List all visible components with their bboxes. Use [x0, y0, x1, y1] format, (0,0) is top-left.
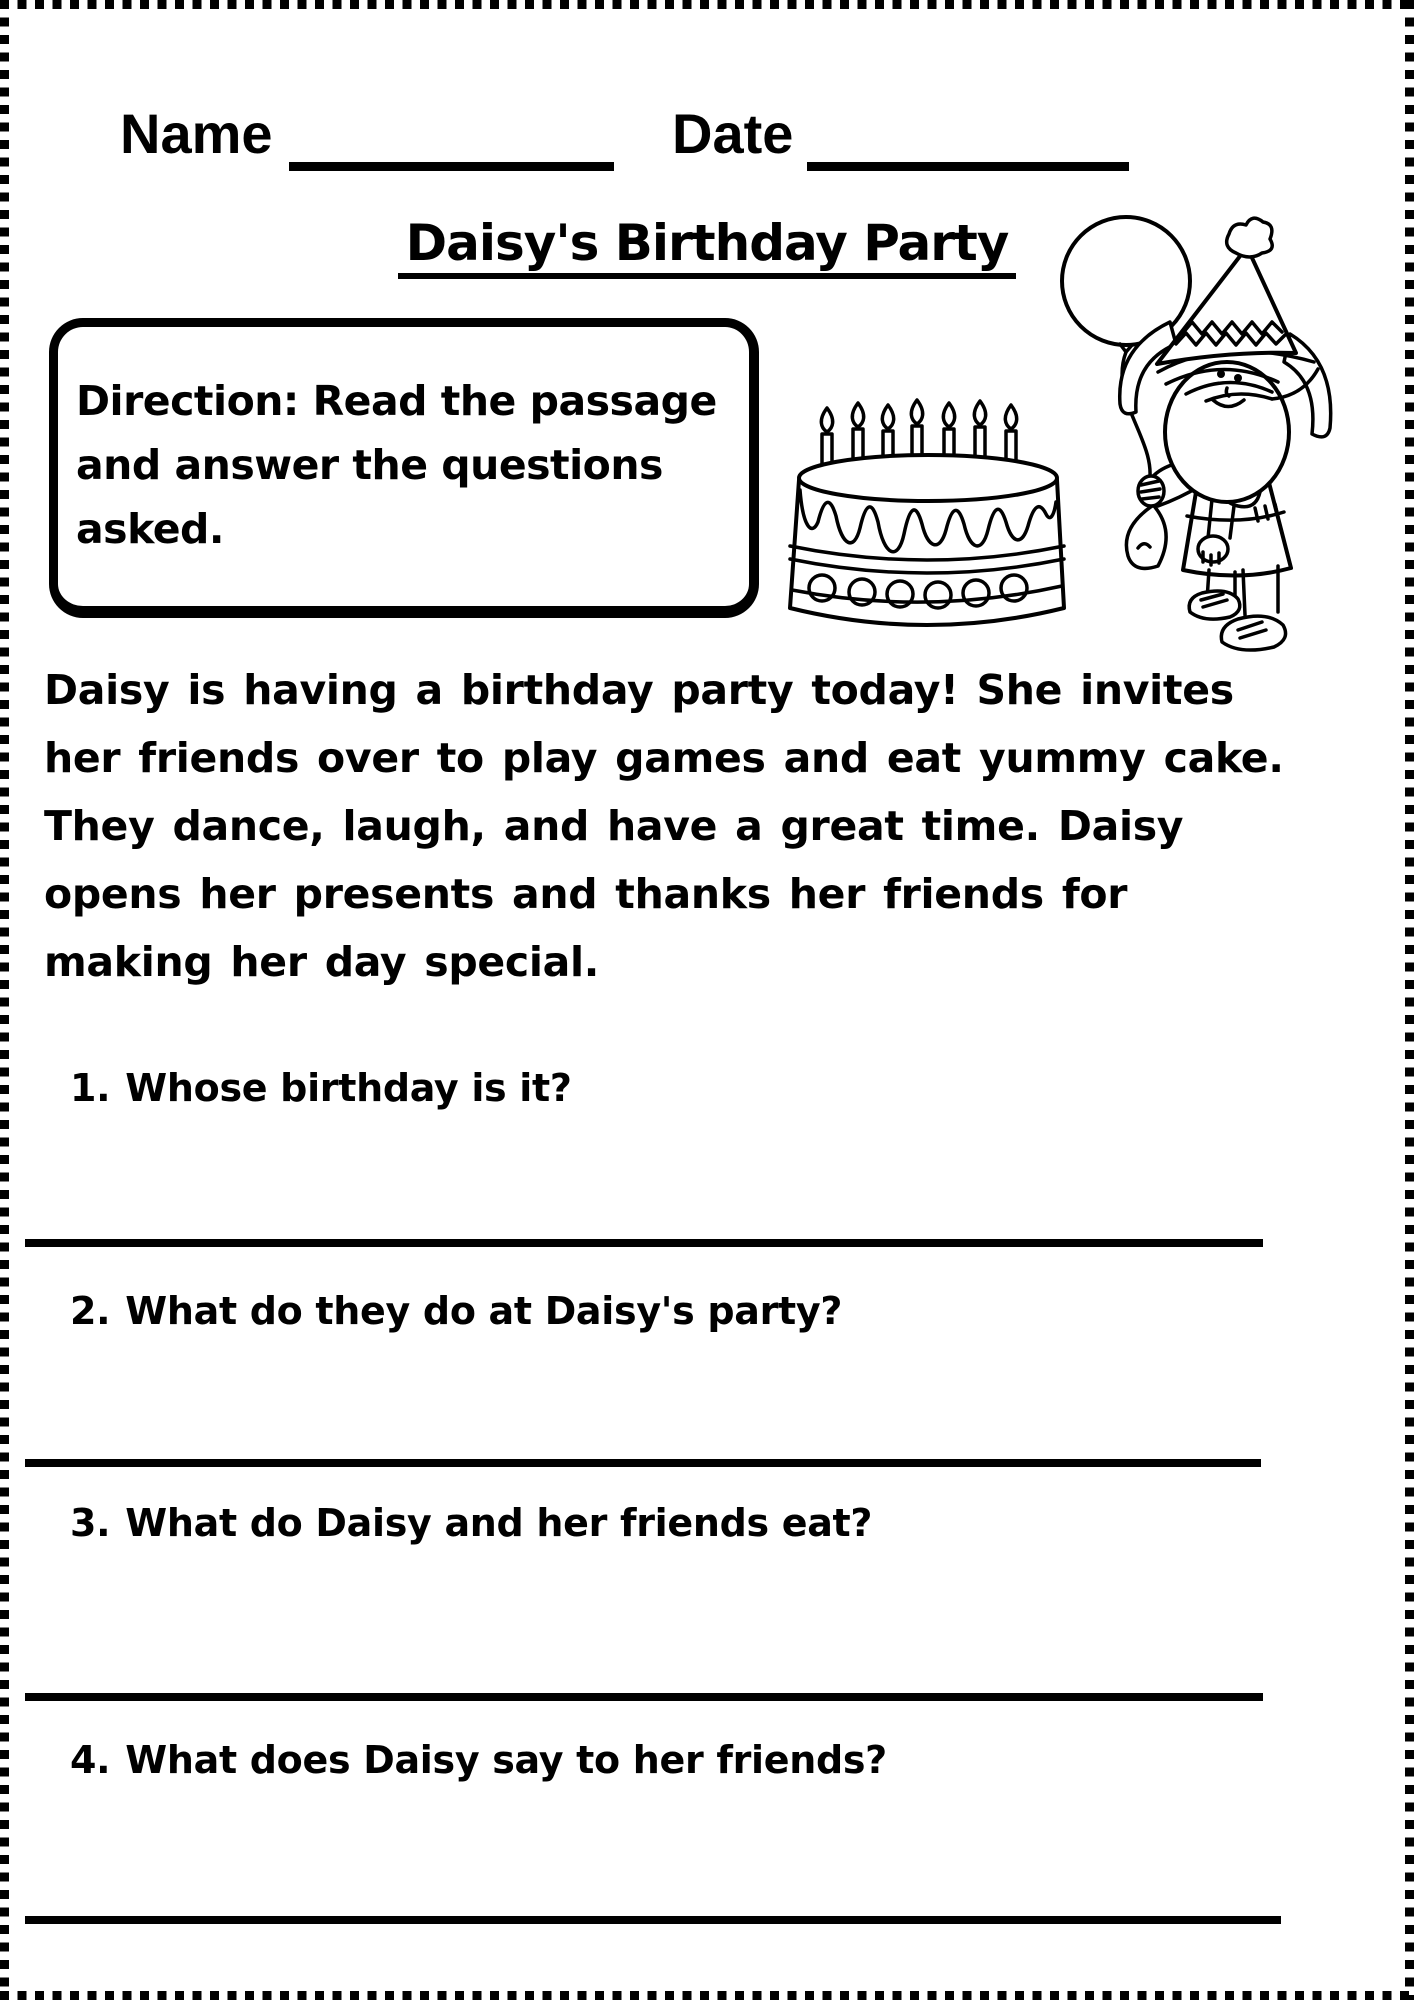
passage-line: her friends over to play games and eat yummy cake.: [44, 734, 1284, 782]
question-4: [70, 1737, 887, 1783]
worksheet-title: Daisy's Birthday Party: [398, 216, 1017, 279]
date-label: Date: [672, 102, 794, 165]
passage-line: They dance, laugh, and have a great time. Daisy: [44, 802, 1184, 850]
passage-line: making her day special.: [44, 938, 600, 986]
question-text: Whose birthday is it?: [125, 1066, 572, 1110]
direction-line: Direction: Read the passage: [76, 377, 717, 425]
direction-line: and answer the questions: [76, 441, 663, 489]
answer-line-1[interactable]: [25, 1239, 1263, 1247]
page-border-left: [0, 0, 9, 2000]
page-border-top: [0, 0, 1414, 9]
question-number: 4.: [70, 1738, 111, 1782]
question-number: 3.: [70, 1501, 111, 1545]
answer-line-2[interactable]: [25, 1459, 1261, 1467]
question-2: [70, 1288, 842, 1334]
passage: [44, 656, 1344, 996]
question-number: 2.: [70, 1289, 111, 1333]
question-3: [70, 1500, 872, 1546]
passage-line: Daisy is having a birthday party today! She invites: [44, 666, 1234, 714]
party-bag: [1126, 506, 1166, 568]
question-number: 1.: [70, 1066, 111, 1110]
birthday-cake-illustration: [778, 392, 1074, 630]
page-border-bottom: [0, 1991, 1414, 2000]
passage-line: opens her presents and thanks her friends for: [44, 870, 1128, 918]
page-border-right: [1405, 0, 1414, 2000]
answer-line-3[interactable]: [25, 1693, 1263, 1701]
direction-line: asked.: [76, 505, 224, 553]
answer-line-4[interactable]: [25, 1916, 1281, 1924]
question-text: What do they do at Daisy's party?: [125, 1289, 843, 1333]
direction-box: [49, 318, 759, 618]
question-text: What do Daisy and her friends eat?: [125, 1501, 873, 1545]
question-text: What does Daisy say to her friends?: [125, 1738, 887, 1782]
name-blank-line[interactable]: [289, 162, 614, 171]
question-1: [70, 1065, 572, 1111]
party-girl-illustration: [1050, 210, 1350, 660]
date-blank-line[interactable]: [807, 162, 1129, 171]
hat-pompom: [1227, 218, 1273, 257]
name-label: Name: [120, 102, 273, 165]
